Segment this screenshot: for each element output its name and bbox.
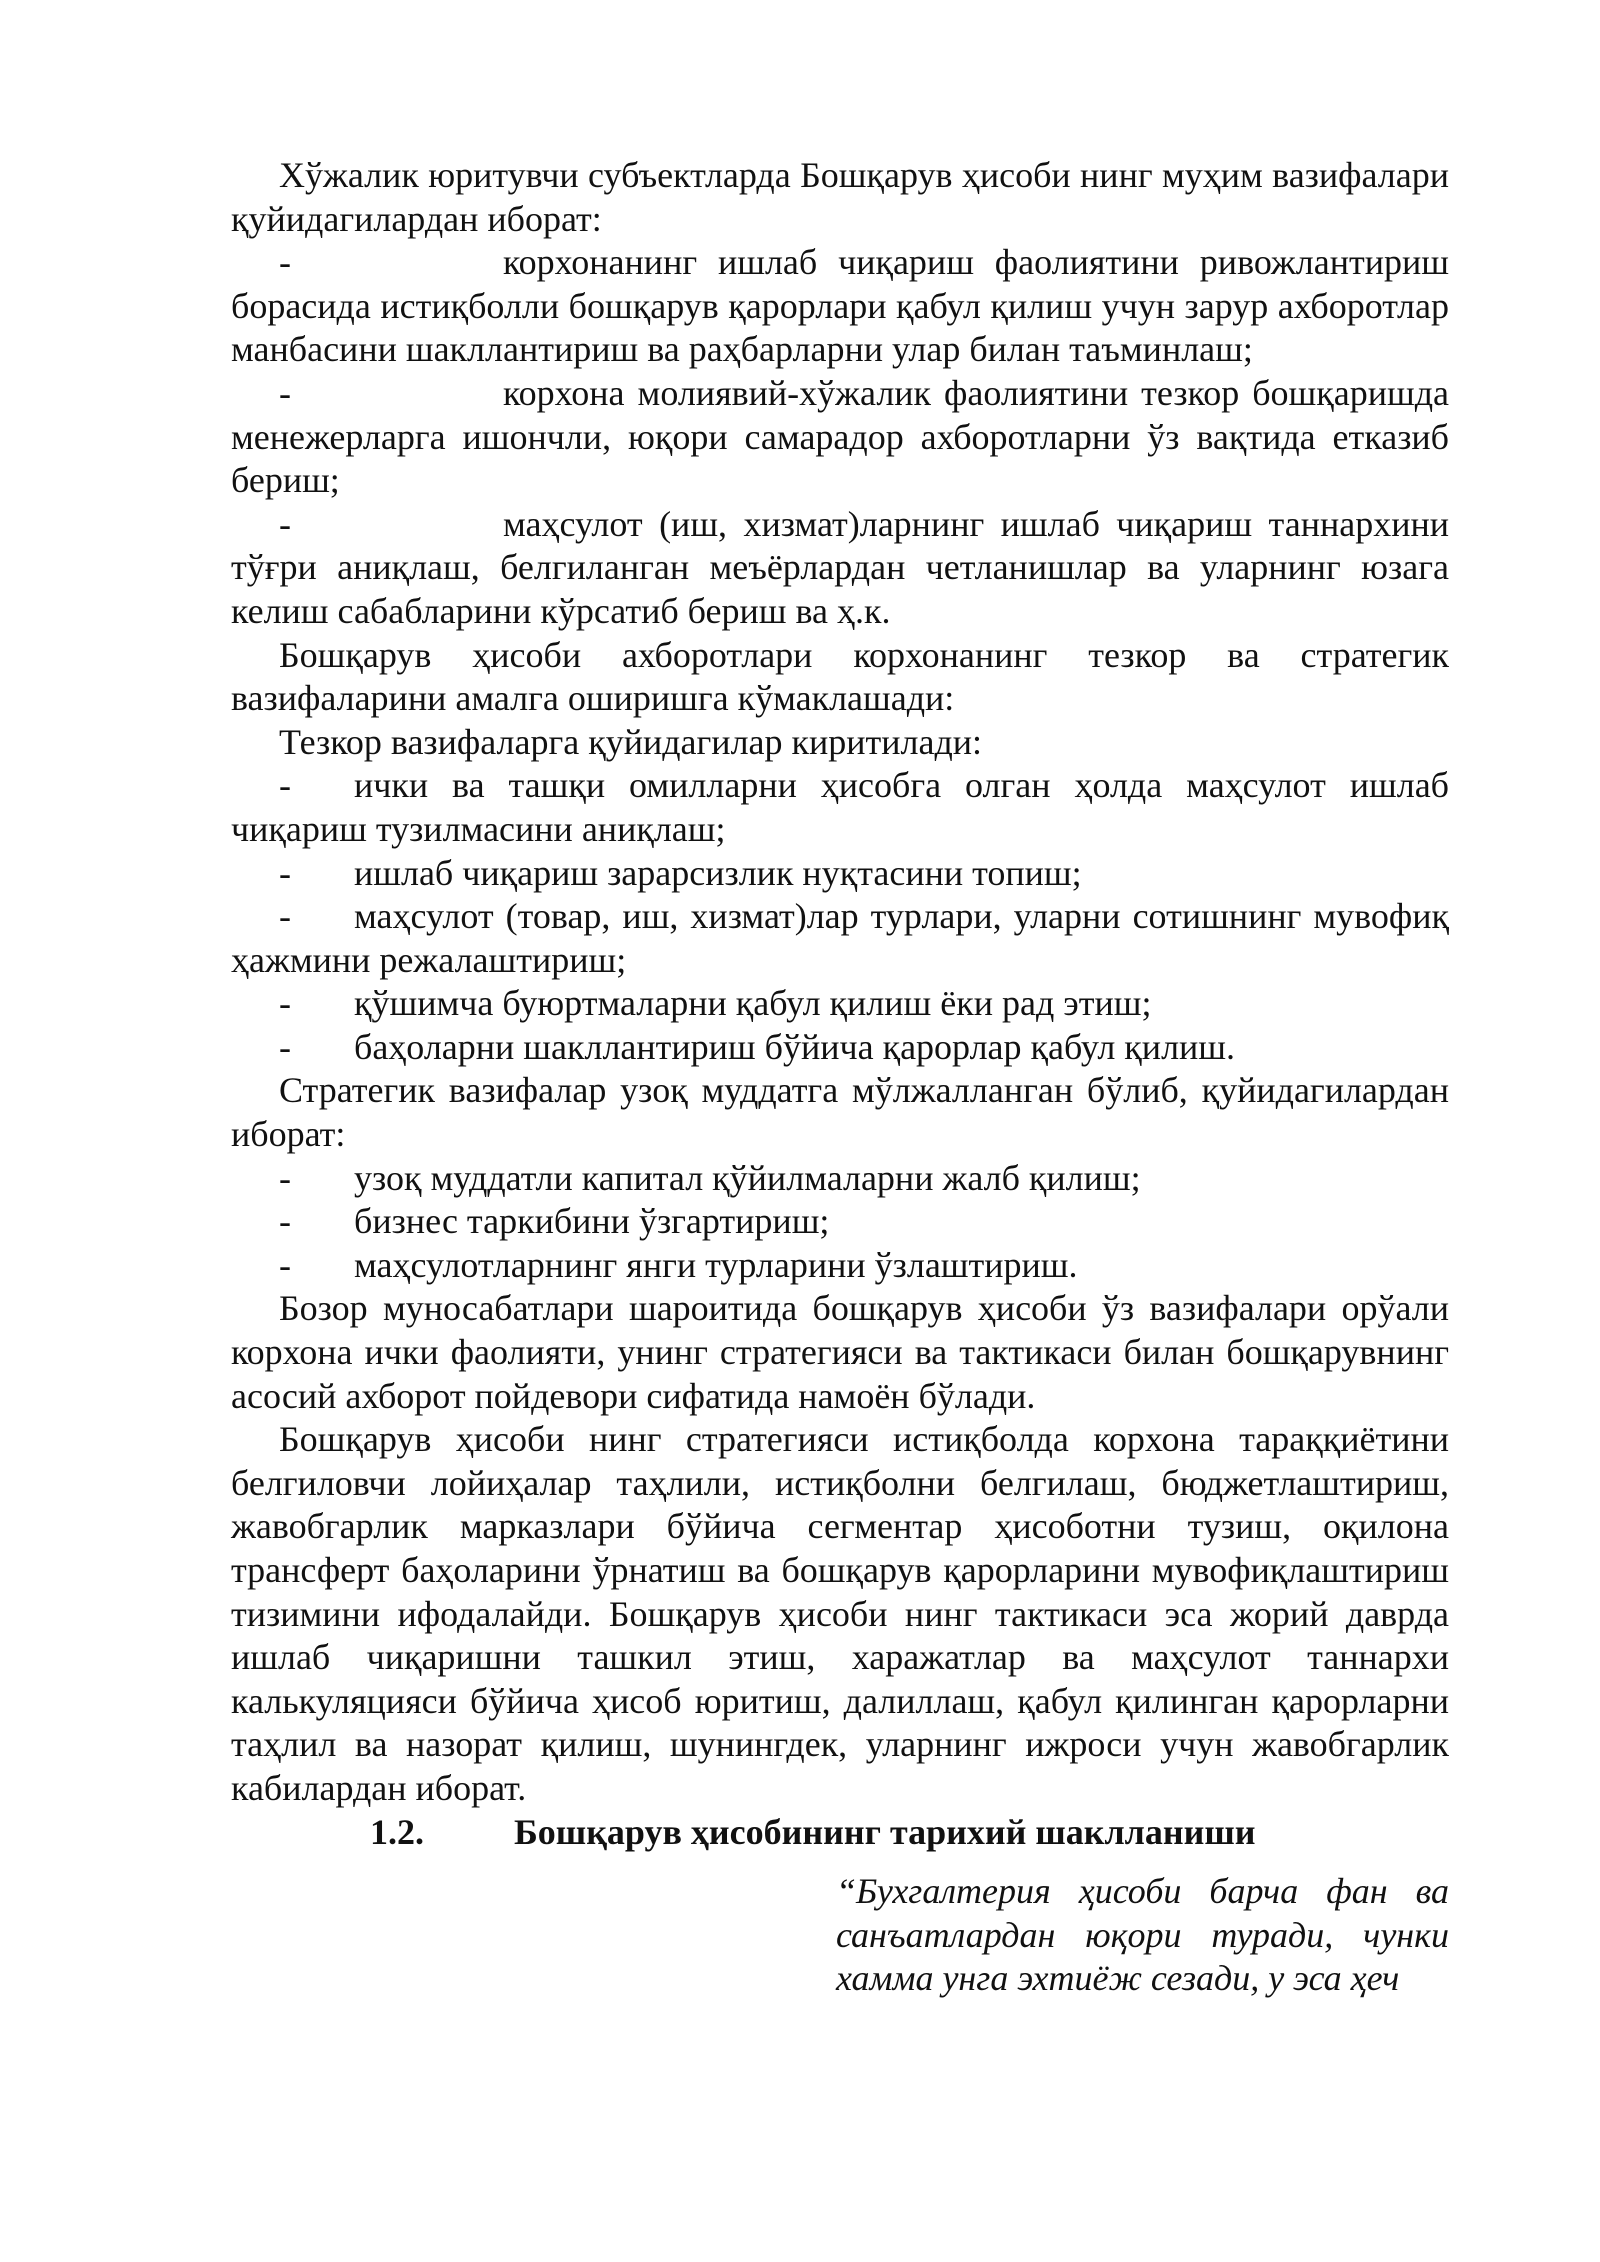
list-item-text: маҳсулот (иш, хизмат)ларнинг ишлаб чиқариш таннархини тўғри аниқлаш, белгиланган меъёрлардан четланишлар ва уларнинг юзага келиш сабабларини кўрсатиб бериш ва ҳ.к. xyxy=(231,503,1449,631)
list-item xyxy=(231,372,1449,503)
list-item xyxy=(231,503,1449,634)
dash-bullet: - xyxy=(279,372,291,413)
paragraph-strategy-tactics: Бошқарув ҳисоби нинг стратегияси истиқболда корхона тараққиётини белгиловчи лойиҳалар таҳлили, истиқболни белгилаш, бюджетлаштириш, жавобгарлик марказлари бўйича сегментар ҳисоботни тузиш, оқилона трансферт баҳоларини ўрнатиш ва бошқарув қарорларини мувофиқлаштириш тизимини ифодалайди. Бошқарув ҳисоби нинг тактикаси эса жорий даврда ишлаб чиқаришни ташкил этиш, харажатлар ва маҳсулот таннархи калькуляцияси бўйича ҳисоб юритиш, далиллаш, қабул қилинган қарорларни таҳлил ва назорат қилиш, шунингдек, уларнинг ижроси учун жавобгарлик кабилардан иборат. xyxy=(231,1419,1449,1808)
list-item xyxy=(231,1157,1449,1201)
dash-bullet: - xyxy=(279,503,291,544)
list-item xyxy=(231,852,1449,896)
list-item-text: бизнес таркибини ўзгартириш; xyxy=(354,1201,830,1242)
list-item-text: ички ва ташқи омилларни ҳисобга олган ҳолда маҳсулот ишлаб чиқариш тузилмасини аниқлаш; xyxy=(231,765,1449,849)
paragraph-intro: Хўжалик юритувчи субъектларда Бошқарув ҳисоби нинг муҳим вазифалари қуйидагилардан иборат: xyxy=(231,155,1449,239)
list-item xyxy=(231,1244,1449,1288)
paragraph-strategic-tasks: Стратегик вазифалар узоқ муддатга мўлжалланган бўлиб, қуйидагилардан иборат: xyxy=(231,1070,1449,1155)
section-number: 1.2. xyxy=(370,1811,424,1852)
dash-bullet: - xyxy=(279,1157,291,1198)
dash-bullet: - xyxy=(279,852,291,893)
list-item-text: баҳоларни шакллантириш бўйича қарорлар қабул қилиш. xyxy=(354,1026,1236,1067)
dash-bullet: - xyxy=(279,896,291,937)
list-item xyxy=(231,895,1449,982)
document-body xyxy=(231,154,1449,2001)
paragraph-market-relations: Бозор муносабатлари шароитида бошқарув ҳисоби ўз вазифалари орўали корхона ички фаолияти, унинг стратегияси ва тактикаси билан бошқарувнинг асосий ахборот пойдевори сифатида намоён бўлади. xyxy=(231,1288,1449,1416)
list-item-text: корхона молиявий-хўжалик фаолиятини тезкор бошқаришда менежерларга ишончли, юқори самарадор ахборотларни ўз вақтида етказиб бериш; xyxy=(231,372,1449,501)
list-item-text: маҳсулотларнинг янги турларини ўзлаштириш. xyxy=(354,1244,1078,1285)
epigraph-quote: “Бухгалтерия ҳисоби барча фан ва санъатлардан юқори туради, чунки хамма унга эхтиёж сезади, у эса ҳеч xyxy=(836,1871,1449,1999)
list-item-text: маҳсулот (товар, иш, хизмат)лар турлари, уларни сотишнинг мувофиқ ҳажмини режалаштириш; xyxy=(231,896,1449,980)
list-item xyxy=(231,764,1449,851)
dash-bullet: - xyxy=(279,242,291,283)
list-item xyxy=(231,982,1449,1026)
section-heading xyxy=(231,1811,1449,1855)
list-item-text: қўшимча буюртмаларни қабул қилиш ёки рад этиш; xyxy=(354,983,1152,1024)
list-item xyxy=(231,1200,1449,1244)
list-item xyxy=(231,241,1449,372)
section-title: Бошқарув ҳисобининг тарихий шаклланиши xyxy=(514,1811,1256,1852)
dash-bullet: - xyxy=(279,1201,291,1242)
paragraph-operational-tasks: Тезкор вазифаларга қуйидагилар киритилади: xyxy=(279,721,983,762)
list-item-text: ишлаб чиқариш зарарсизлик нуқтасини топиш; xyxy=(354,852,1082,893)
list-item-text: узоқ муддатли капитал қўйилмаларни жалб қилиш; xyxy=(354,1157,1141,1198)
dash-bullet: - xyxy=(279,765,291,806)
list-item-text: корхонанинг ишлаб чиқариш фаолиятини ривожлантириш борасида истиқболли бошқарув қарорлари қабул қилиш учун зарур ахборотлар манбасини шакллантириш ва раҳбарларни улар билан таъминлаш; xyxy=(231,242,1449,370)
list-item xyxy=(231,1026,1449,1070)
dash-bullet: - xyxy=(279,983,291,1024)
paragraph-information: Бошқарув ҳисоби ахборотлари корхонанинг тезкор ва стратегик вазифаларини амалга оширишга кўмаклашади: xyxy=(231,634,1449,719)
dash-bullet: - xyxy=(279,1244,291,1285)
dash-bullet: - xyxy=(279,1026,291,1067)
